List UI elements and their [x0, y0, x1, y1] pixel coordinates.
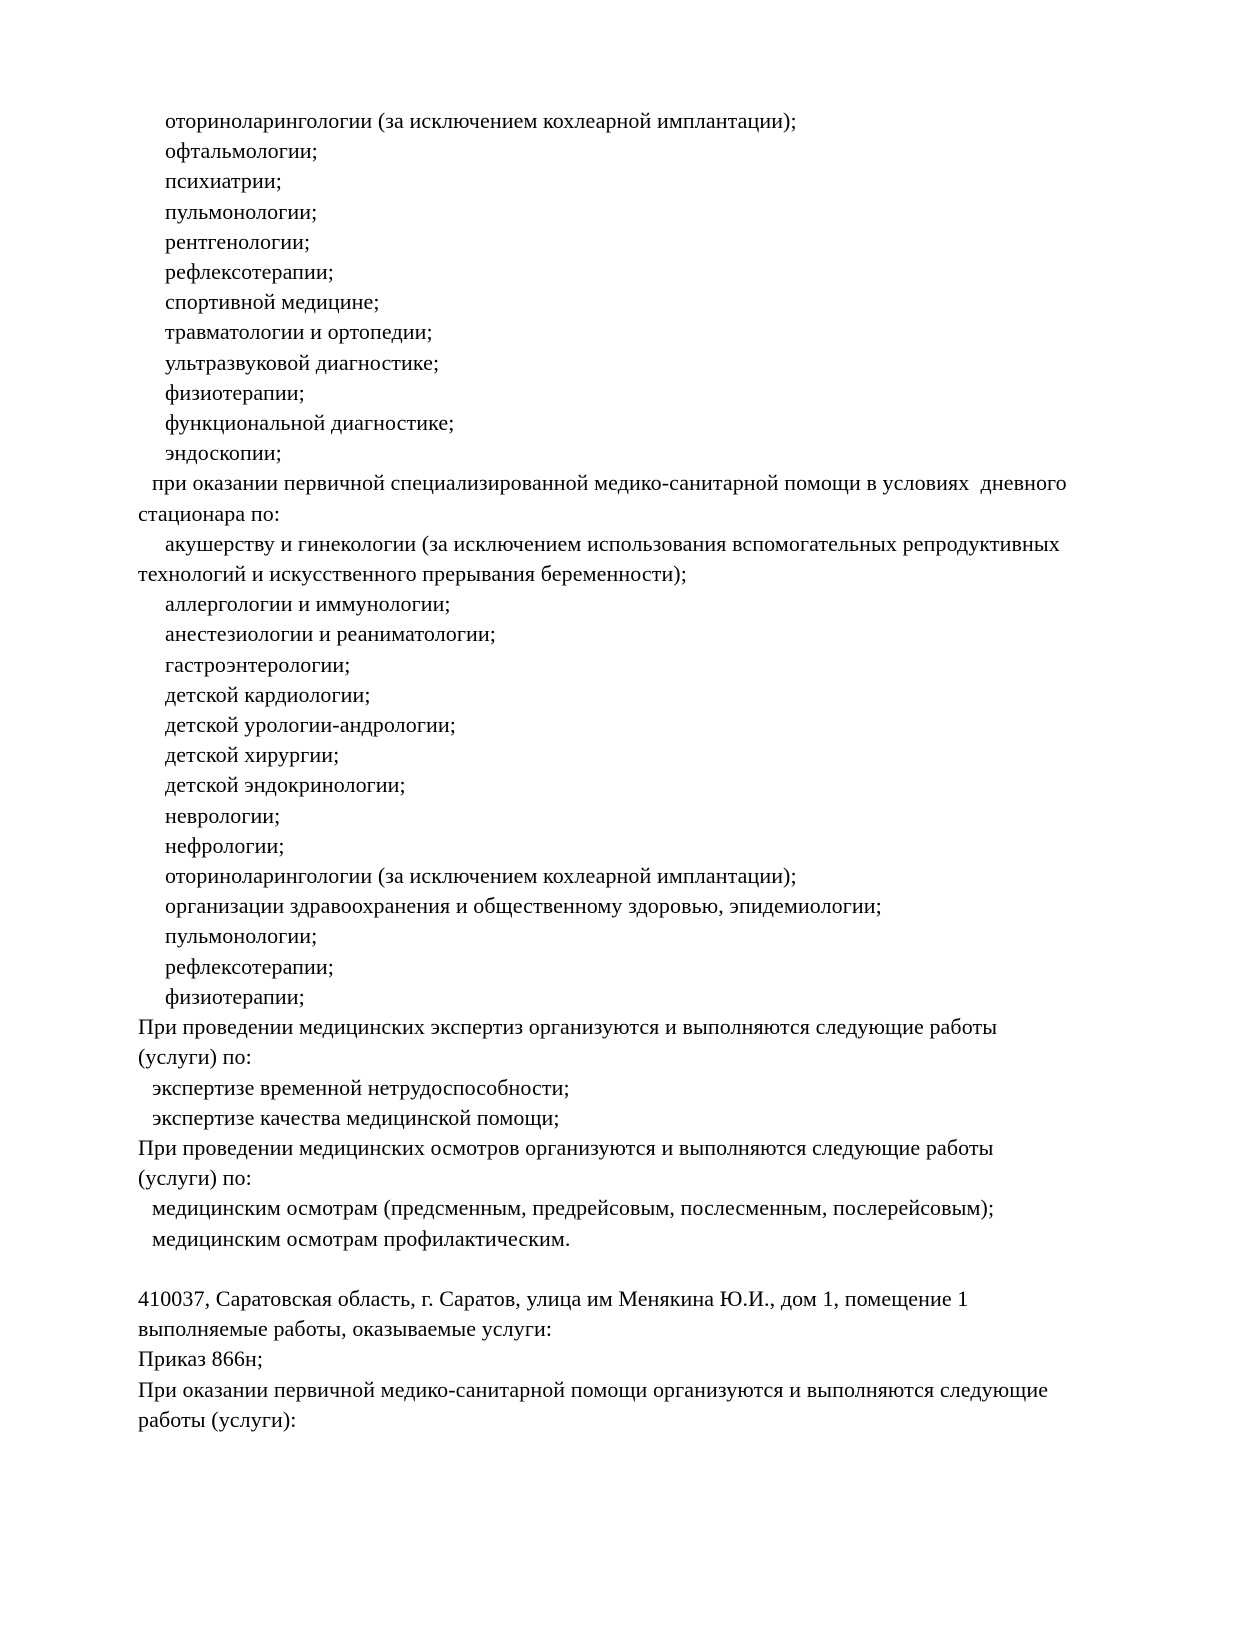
- document-text-line: Приказ 866н;: [138, 1346, 264, 1372]
- document-text-line: рефлексотерапии;: [165, 259, 334, 285]
- document-text-line: эндоскопии;: [165, 440, 282, 466]
- document-text-line: экспертизе качества медицинской помощи;: [152, 1104, 560, 1130]
- document-text-line: физиотерапии;: [165, 983, 305, 1009]
- document-text-line: рентгенологии;: [165, 228, 311, 254]
- document-text-line: (услуги) по:: [138, 1165, 252, 1191]
- document-text-line: организации здравоохранения и общественному здоровью, эпидемиологии;: [165, 893, 882, 919]
- document-text-line: физиотерапии;: [165, 379, 305, 405]
- document-text-line: рефлексотерапии;: [165, 953, 334, 979]
- document-text-line: [138, 1254, 1170, 1284]
- document-text-line: медицинским осмотрам (предсменным, предрейсовым, послесменным, послерейсовым);: [152, 1195, 995, 1221]
- document-text-line: (услуги) по:: [138, 1044, 252, 1070]
- document-text-line: технологий и искусственного прерывания беременности);: [138, 561, 687, 587]
- document-text-line: экспертизе временной нетрудоспособности;: [152, 1074, 570, 1100]
- document-text-line: спортивной медицине;: [165, 289, 380, 315]
- document-text-line: при оказании первичной специализированной медико-санитарной помощи в условиях дневного: [152, 470, 1067, 496]
- document-text-line: офтальмологии;: [165, 138, 318, 164]
- document-text-line: При проведении медицинских осмотров организуются и выполняются следующие работы: [138, 1134, 994, 1160]
- document-text-line: аллергологии и иммунологии;: [165, 591, 451, 617]
- document-text-line: оториноларингологии (за исключением кохлеарной имплантации);: [165, 863, 797, 889]
- document-text-line: работы (услуги):: [138, 1406, 297, 1432]
- document-text-line: пульмонологии;: [165, 198, 318, 224]
- document-text-line: При оказании первичной медико-санитарной помощи организуются и выполняются следующие: [138, 1376, 1049, 1402]
- document-text-line: детской эндокринологии;: [165, 772, 406, 798]
- document-text-line: оториноларингологии (за исключением кохлеарной имплантации);: [165, 108, 797, 133]
- document-text-line: детской урологии-андрологии;: [165, 712, 456, 738]
- document-text-line: При проведении медицинских экспертиз организуются и выполняются следующие работы: [138, 1014, 998, 1040]
- document-text-block: [138, 106, 1170, 1435]
- document-text-line: 410037, Саратовская область, г. Саратов, улица им Менякина Ю.И., дом 1, помещение 1: [138, 1285, 969, 1311]
- document-text-line: гастроэнтерологии;: [165, 651, 351, 677]
- document-text-line: медицинским осмотрам профилактическим.: [152, 1225, 571, 1251]
- document-text-line: стационара по:: [138, 500, 281, 526]
- document-text-line: психиатрии;: [165, 168, 282, 194]
- document-text-line: травматологии и ортопедии;: [165, 319, 433, 345]
- document-text-line: акушерству и гинекологии (за исключением использования вспомогательных репродуктивных: [165, 530, 1060, 556]
- document-text-line: неврологии;: [165, 802, 281, 828]
- document-text-line: выполняемые работы, оказываемые услуги:: [138, 1316, 553, 1342]
- document-text-line: детской хирургии;: [165, 742, 340, 768]
- document-text-line: нефрологии;: [165, 832, 285, 858]
- document-text-line: анестезиологии и реаниматологии;: [165, 621, 496, 647]
- document-text-line: пульмонологии;: [165, 923, 318, 949]
- document-text-line: функциональной диагностике;: [165, 410, 455, 436]
- document-text-line: детской кардиологии;: [165, 681, 371, 707]
- document-text-line: ультразвуковой диагностике;: [165, 349, 440, 375]
